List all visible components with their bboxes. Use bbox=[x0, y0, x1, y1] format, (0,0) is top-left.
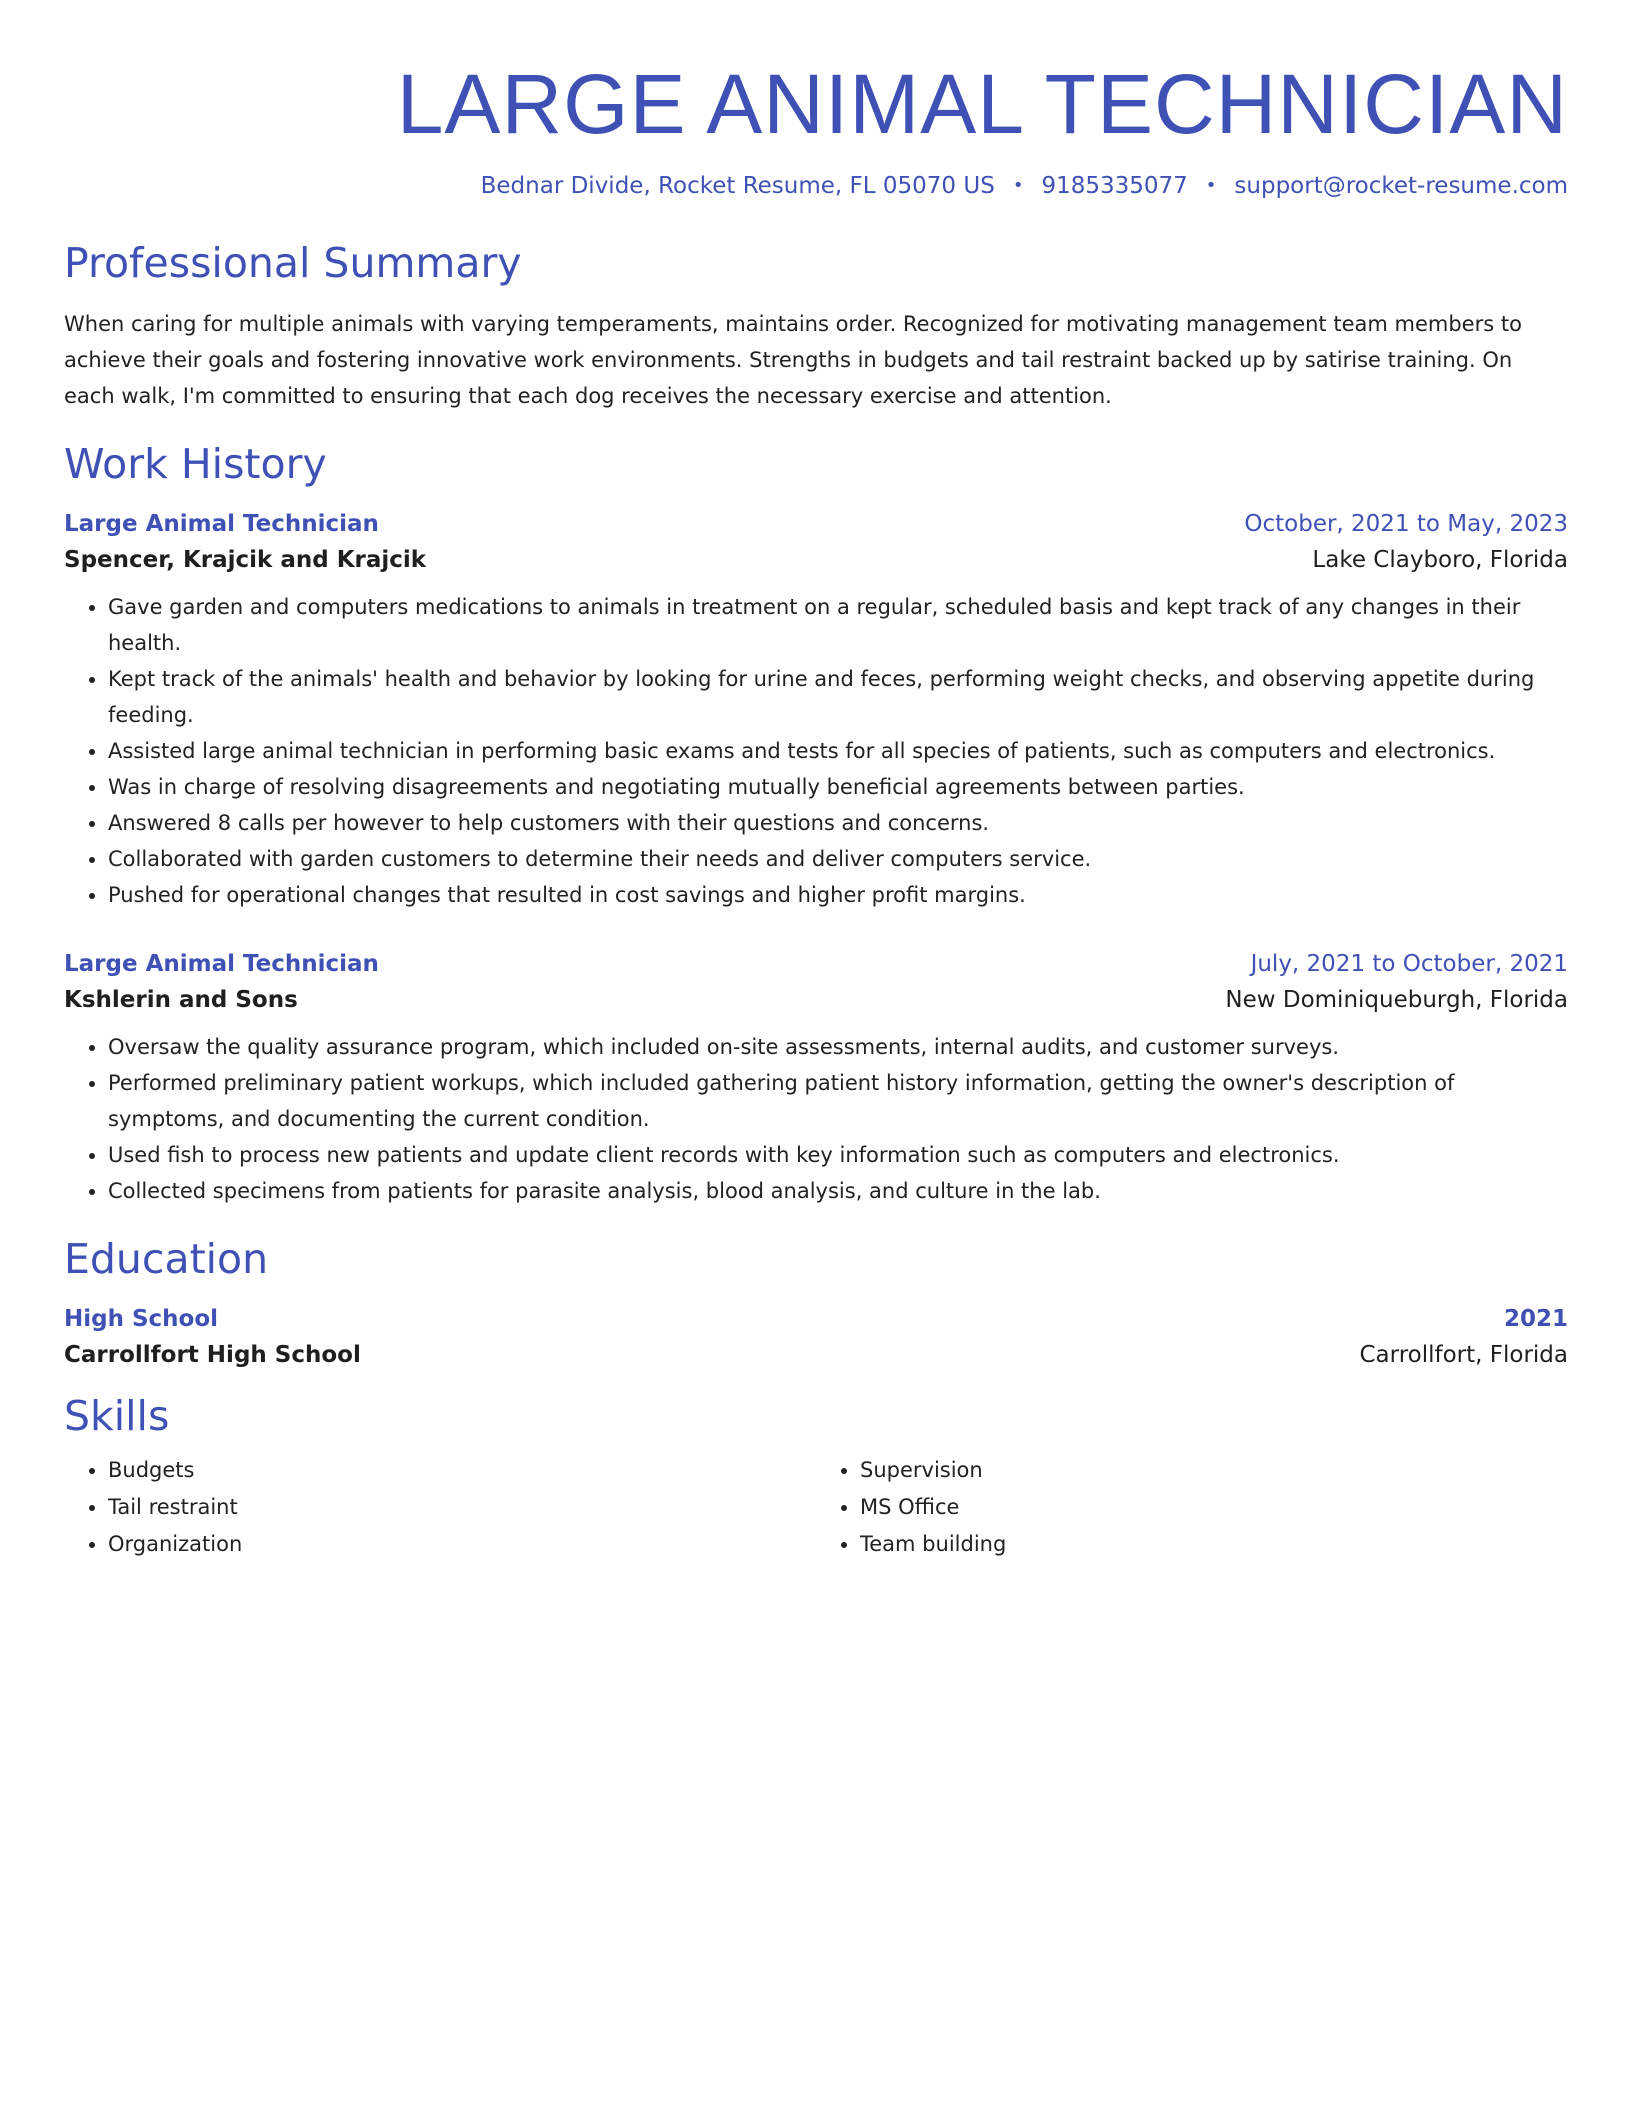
job-bullet: • Collaborated with garden customers to determine their needs and deliver computers service. bbox=[108, 841, 1568, 877]
skills-list bbox=[64, 1452, 1568, 1563]
job-bullet: • Answered 8 calls per however to help customers with their questions and concerns. bbox=[108, 805, 1568, 841]
skill-item: • Team building bbox=[860, 1526, 1568, 1563]
job-bullet: • Was in charge of resolving disagreements and negotiating mutually beneficial agreements between parties. bbox=[108, 769, 1568, 805]
job-dates: October, 2021 to May, 2023 bbox=[1244, 511, 1568, 538]
job-bullet: • Pushed for operational changes that resulted in cost savings and higher profit margins. bbox=[108, 877, 1568, 913]
education-entry bbox=[64, 1306, 1568, 1368]
job-bullet: • Performed preliminary patient workups, which included gathering patient history information, getting the owner's description of symptoms, and documenting the current condition. bbox=[108, 1065, 1568, 1137]
contact-email: support@rocket-resume.com bbox=[1234, 172, 1568, 199]
contact-phone: 9185335077 bbox=[1041, 172, 1188, 199]
education-school: Carrollfort High School bbox=[64, 1342, 361, 1369]
contact-separator: • bbox=[1205, 175, 1217, 197]
job-location: Lake Clayboro, Florida bbox=[1312, 547, 1568, 574]
education-header-row bbox=[64, 1306, 1568, 1332]
skill-item: • Tail restraint bbox=[108, 1489, 816, 1526]
job-bullet: • Used fish to process new patients and update client records with key information such as computers and electronics. bbox=[108, 1137, 1568, 1173]
education-year: 2021 bbox=[1503, 1306, 1568, 1333]
job-title: Large Animal Technician bbox=[64, 951, 379, 978]
skill-item: • Organization bbox=[108, 1526, 816, 1563]
skill-item: • Supervision bbox=[860, 1452, 1568, 1489]
section-title-work-history: Work History bbox=[64, 439, 327, 488]
summary-text: When caring for multiple animals with varying temperaments, maintains order. Recognized for motivating management team members to achieve their goals and fostering innovative work environments. Strengths in budgets and tail restraint backed up by satirise training. On each walk, I'm committed to ensuring that each dog receives the necessary exercise and attention. bbox=[64, 311, 1522, 408]
job-header-row bbox=[64, 511, 1568, 537]
education-location: Carrollfort, Florida bbox=[1359, 1342, 1568, 1369]
candidate-name: LARGE ANIMAL TECHNICIAN bbox=[396, 57, 1568, 151]
job-company: Spencer, Krajcik and Krajcik bbox=[64, 547, 427, 574]
job-location: New Dominiqueburgh, Florida bbox=[1225, 987, 1568, 1014]
section-title-summary: Professional Summary bbox=[64, 238, 522, 287]
job-bullet: • Kept track of the animals' health and behavior by looking for urine and feces, performing weight checks, and observing appetite during feeding. bbox=[108, 661, 1568, 733]
education-school-row bbox=[64, 1342, 1568, 1368]
job-dates: July, 2021 to October, 2021 bbox=[1250, 951, 1568, 978]
skill-item: • Budgets bbox=[108, 1452, 816, 1489]
job-company-row bbox=[64, 987, 1568, 1013]
job-bullet: • Assisted large animal technician in performing basic exams and tests for all species of patients, such as computers and electronics. bbox=[108, 733, 1568, 769]
resume-header bbox=[64, 54, 1568, 199]
section-title-education: Education bbox=[64, 1235, 269, 1284]
job-entry bbox=[64, 951, 1568, 1209]
skills-column-right bbox=[816, 1452, 1568, 1563]
job-bullet: • Gave garden and computers medications to animals in treatment on a regular, scheduled basis and kept track of any changes in their health. bbox=[108, 589, 1568, 661]
job-header-row bbox=[64, 951, 1568, 977]
job-bullets bbox=[64, 1029, 1568, 1209]
contact-separator: • bbox=[1012, 175, 1024, 197]
job-company: Kshlerin and Sons bbox=[64, 987, 298, 1014]
skill-item: • MS Office bbox=[860, 1489, 1568, 1526]
job-bullets bbox=[64, 589, 1568, 913]
education-degree: High School bbox=[64, 1306, 219, 1333]
job-title: Large Animal Technician bbox=[64, 511, 379, 538]
skills-column-left bbox=[64, 1452, 816, 1563]
job-entry bbox=[64, 511, 1568, 913]
job-bullet: • Oversaw the quality assurance program, which included on-site assessments, internal audits, and customer surveys. bbox=[108, 1029, 1568, 1065]
contact-line bbox=[64, 173, 1568, 199]
section-title-skills: Skills bbox=[64, 1392, 170, 1441]
job-bullet: • Collected specimens from patients for parasite analysis, blood analysis, and culture in the lab. bbox=[108, 1173, 1568, 1209]
contact-address: Bednar Divide, Rocket Resume, FL 05070 US bbox=[480, 172, 995, 199]
job-company-row bbox=[64, 547, 1568, 573]
